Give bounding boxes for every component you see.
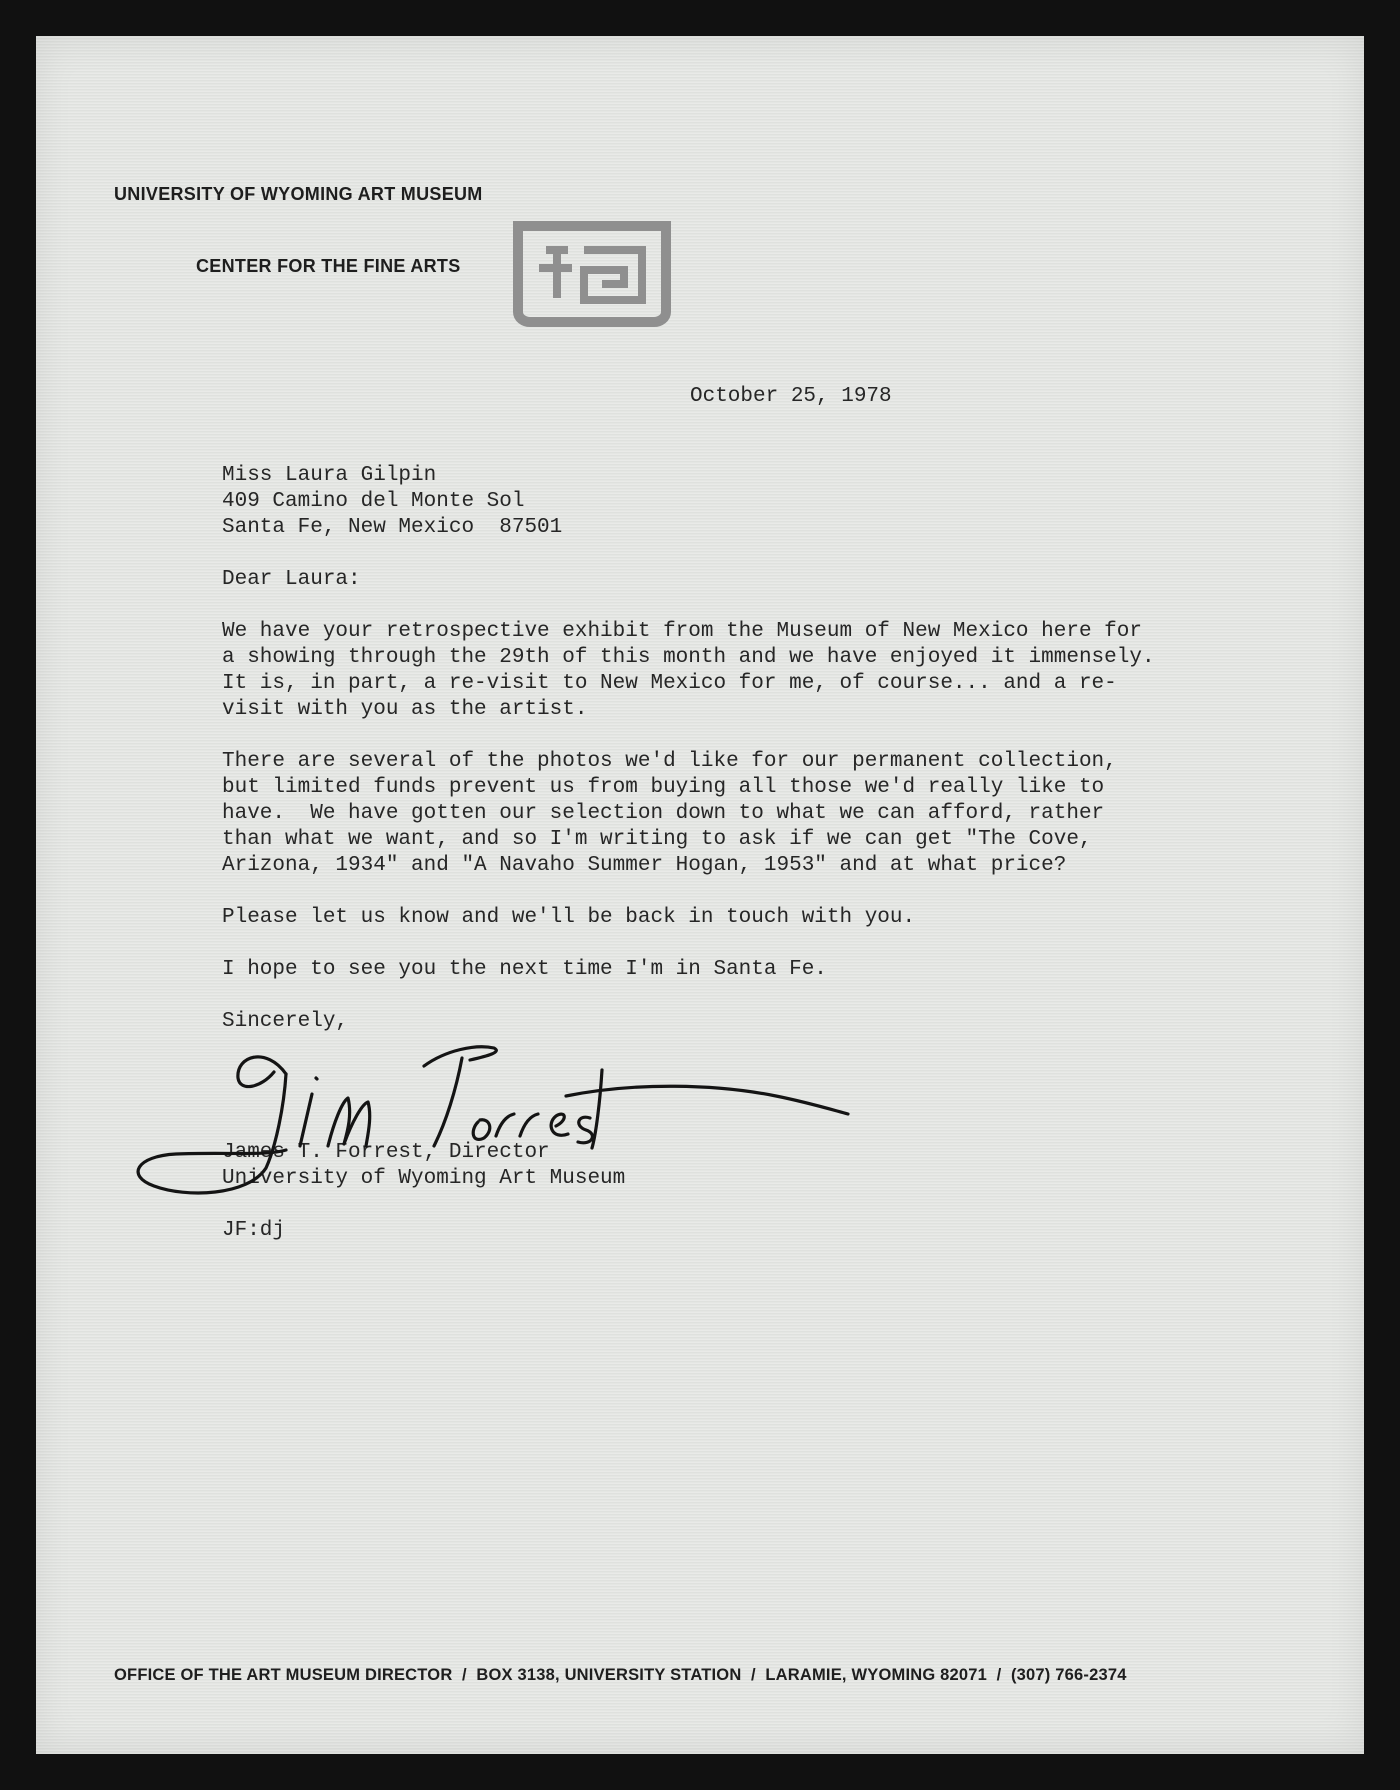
recipient-street: 409 Camino del Monte Sol <box>222 490 525 513</box>
paragraph-line: We have your retrospective exhibit from the Museum of New Mexico here for <box>222 620 1142 643</box>
paragraph-line: I hope to see you the next time I'm in Santa Fe. <box>222 958 827 981</box>
signer-title: University of Wyoming Art Museum <box>222 1167 626 1190</box>
paragraph-line: a showing through the 29th of this month and we have enjoyed it immensely. <box>222 646 1155 669</box>
paragraph-line: Please let us know and we'll be back in touch with you. <box>222 906 916 929</box>
closing: Sincerely, <box>222 1010 349 1033</box>
letter-page <box>36 36 1364 1754</box>
typist-initials: JF:dj <box>222 1219 286 1242</box>
paragraph-3 <box>222 905 915 931</box>
paragraph-line: It is, in part, a re-visit to New Mexico for me, of course... and a re- <box>222 672 1117 695</box>
recipient-name: Miss Laura Gilpin <box>222 464 437 487</box>
fine-arts-logo-icon <box>506 216 678 328</box>
letterhead-center: CENTER FOR THE FINE ARTS <box>196 256 461 276</box>
recipient-address <box>222 463 562 541</box>
letter-date: October 25, 1978 <box>690 385 892 408</box>
salutation: Dear Laura: <box>222 568 361 591</box>
paragraph-1 <box>222 619 1155 723</box>
recipient-city: Santa Fe, New Mexico 87501 <box>222 516 563 539</box>
paragraph-line: have. We have gotten our selection down to what we can afford, rather <box>222 802 1105 825</box>
paragraph-line: than what we want, and so I'm writing to ask if we can get "The Cove, <box>222 828 1092 851</box>
paragraph-line: There are several of the photos we'd like for our permanent collection, <box>222 750 1117 773</box>
paragraph-2 <box>222 749 1117 879</box>
signer-name: James T. Forrest, Director <box>222 1141 550 1164</box>
paragraph-line: but limited funds prevent us from buying all those we'd really like to <box>222 776 1105 799</box>
paragraph-4 <box>222 957 827 983</box>
letterhead-footer: OFFICE OF THE ART MUSEUM DIRECTOR / BOX 3138, UNIVERSITY STATION / LARAMIE, WYOMING 82071 / (307) 766-2374 <box>114 1666 1127 1684</box>
paragraph-line: visit with you as the artist. <box>222 698 588 721</box>
letterhead-organization: UNIVERSITY OF WYOMING ART MUSEUM <box>114 184 483 204</box>
paragraph-line: Arizona, 1934" and "A Navaho Summer Hogan, 1953" and at what price? <box>222 854 1067 877</box>
